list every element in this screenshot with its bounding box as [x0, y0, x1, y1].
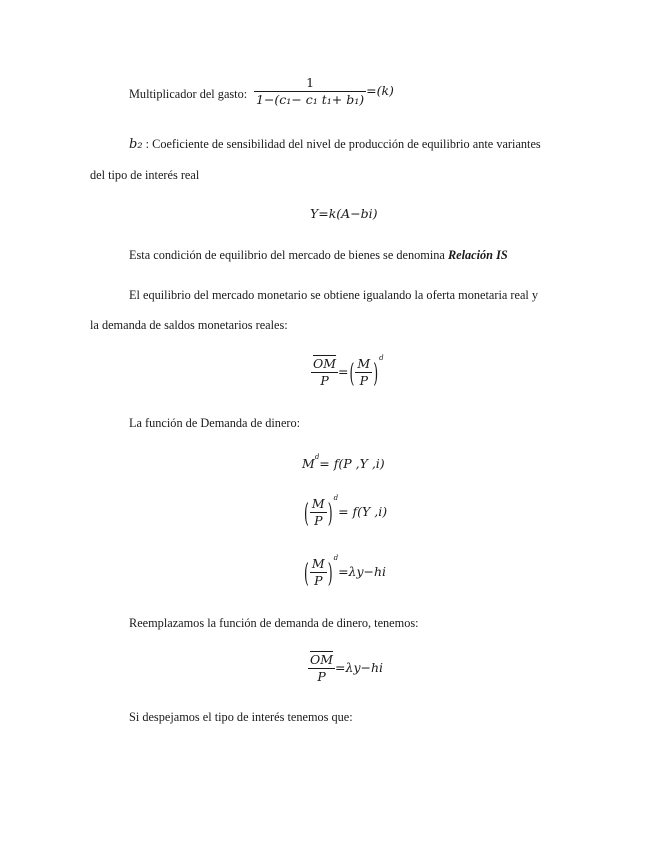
- right-paren: ): [327, 556, 333, 589]
- despejamos-paragraph: Si despejamos el tipo de interés tenemos que:: [129, 710, 353, 724]
- relacion-text: Esta condición de equilibrio del mercado de bienes se denomina: [129, 248, 445, 262]
- mp1-denominator: P: [314, 513, 323, 528]
- mp2-rhs: =λy−hi: [338, 564, 387, 579]
- equation-om-equilibrium: [311, 354, 384, 389]
- mp1-rhs: = f(Y ,i): [338, 504, 388, 519]
- multiplicador-text: Multiplicador del gasto:: [129, 87, 248, 101]
- right-paren: ): [327, 496, 333, 529]
- left-paren: (: [349, 356, 355, 389]
- mp2-fraction: [310, 557, 327, 588]
- md-sup: d: [314, 453, 320, 461]
- multiplicador-numerator: 1: [254, 76, 366, 92]
- equation-mp-linear: [303, 554, 387, 589]
- right-paren: ): [373, 356, 379, 389]
- mp2-denominator: P: [314, 573, 323, 588]
- equation-mp-function: [303, 494, 388, 529]
- b2-symbol: b₂: [129, 137, 143, 152]
- mp1-sup: d: [333, 494, 339, 502]
- reemplazamos-paragraph: Reemplazamos la función de demanda de dinero, tenemos:: [129, 616, 419, 630]
- mp1-numerator: M: [311, 496, 325, 511]
- left-paren: (: [304, 496, 309, 529]
- om-fraction: [311, 357, 338, 388]
- demand-superscript: d: [379, 354, 384, 362]
- multiplicador-formula: [254, 76, 394, 107]
- mp-numerator: M: [357, 356, 371, 371]
- md-lhs: M: [302, 456, 315, 471]
- om-denominator: P: [320, 373, 329, 388]
- om2-denominator: P: [317, 669, 326, 684]
- relacion-is-paragraph: [129, 248, 508, 263]
- left-paren: (: [304, 556, 309, 589]
- equation-is: Y=k(A−bi): [310, 206, 378, 221]
- demanda-label: La función de Demanda de dinero:: [129, 416, 301, 430]
- equation-om-lm: [308, 653, 383, 684]
- om-numerator: $\overline{OM}$: [313, 356, 337, 371]
- multiplicador-label: [129, 87, 247, 102]
- md-rhs: = f(P ,Y ,i): [319, 456, 385, 471]
- b2-line2: del tipo de interés real: [90, 168, 200, 182]
- om-equals: =: [338, 364, 349, 379]
- b2-description: : Coeficiente de sensibilidad del nivel de producción de equilibrio ante variantes: [145, 137, 541, 151]
- equation-md: [302, 453, 385, 471]
- om2-fraction: [308, 653, 335, 684]
- mp2-sup: d: [333, 554, 339, 562]
- mp-fraction: [355, 357, 372, 388]
- mp1-fraction: [310, 497, 327, 528]
- b2-line1: [129, 137, 541, 152]
- multiplicador-denominator: 1−(c₁− c₁ t₁+ b₁): [256, 92, 365, 107]
- multiplicador-fraction: [254, 76, 366, 107]
- monetario-line2: la demanda de saldos monetarios reales:: [90, 318, 288, 332]
- relacion-is-term: Relación IS: [447, 248, 508, 262]
- om2-numerator: $\overline{OM}$: [310, 652, 334, 667]
- multiplicador-result: =(k): [366, 83, 394, 98]
- mp2-numerator: M: [311, 556, 325, 571]
- monetario-line1: El equilibrio del mercado monetario se obtiene igualando la oferta monetaria real y: [129, 288, 539, 302]
- mp-denominator: P: [359, 373, 369, 388]
- om2-rhs: =λy−hi: [335, 660, 384, 675]
